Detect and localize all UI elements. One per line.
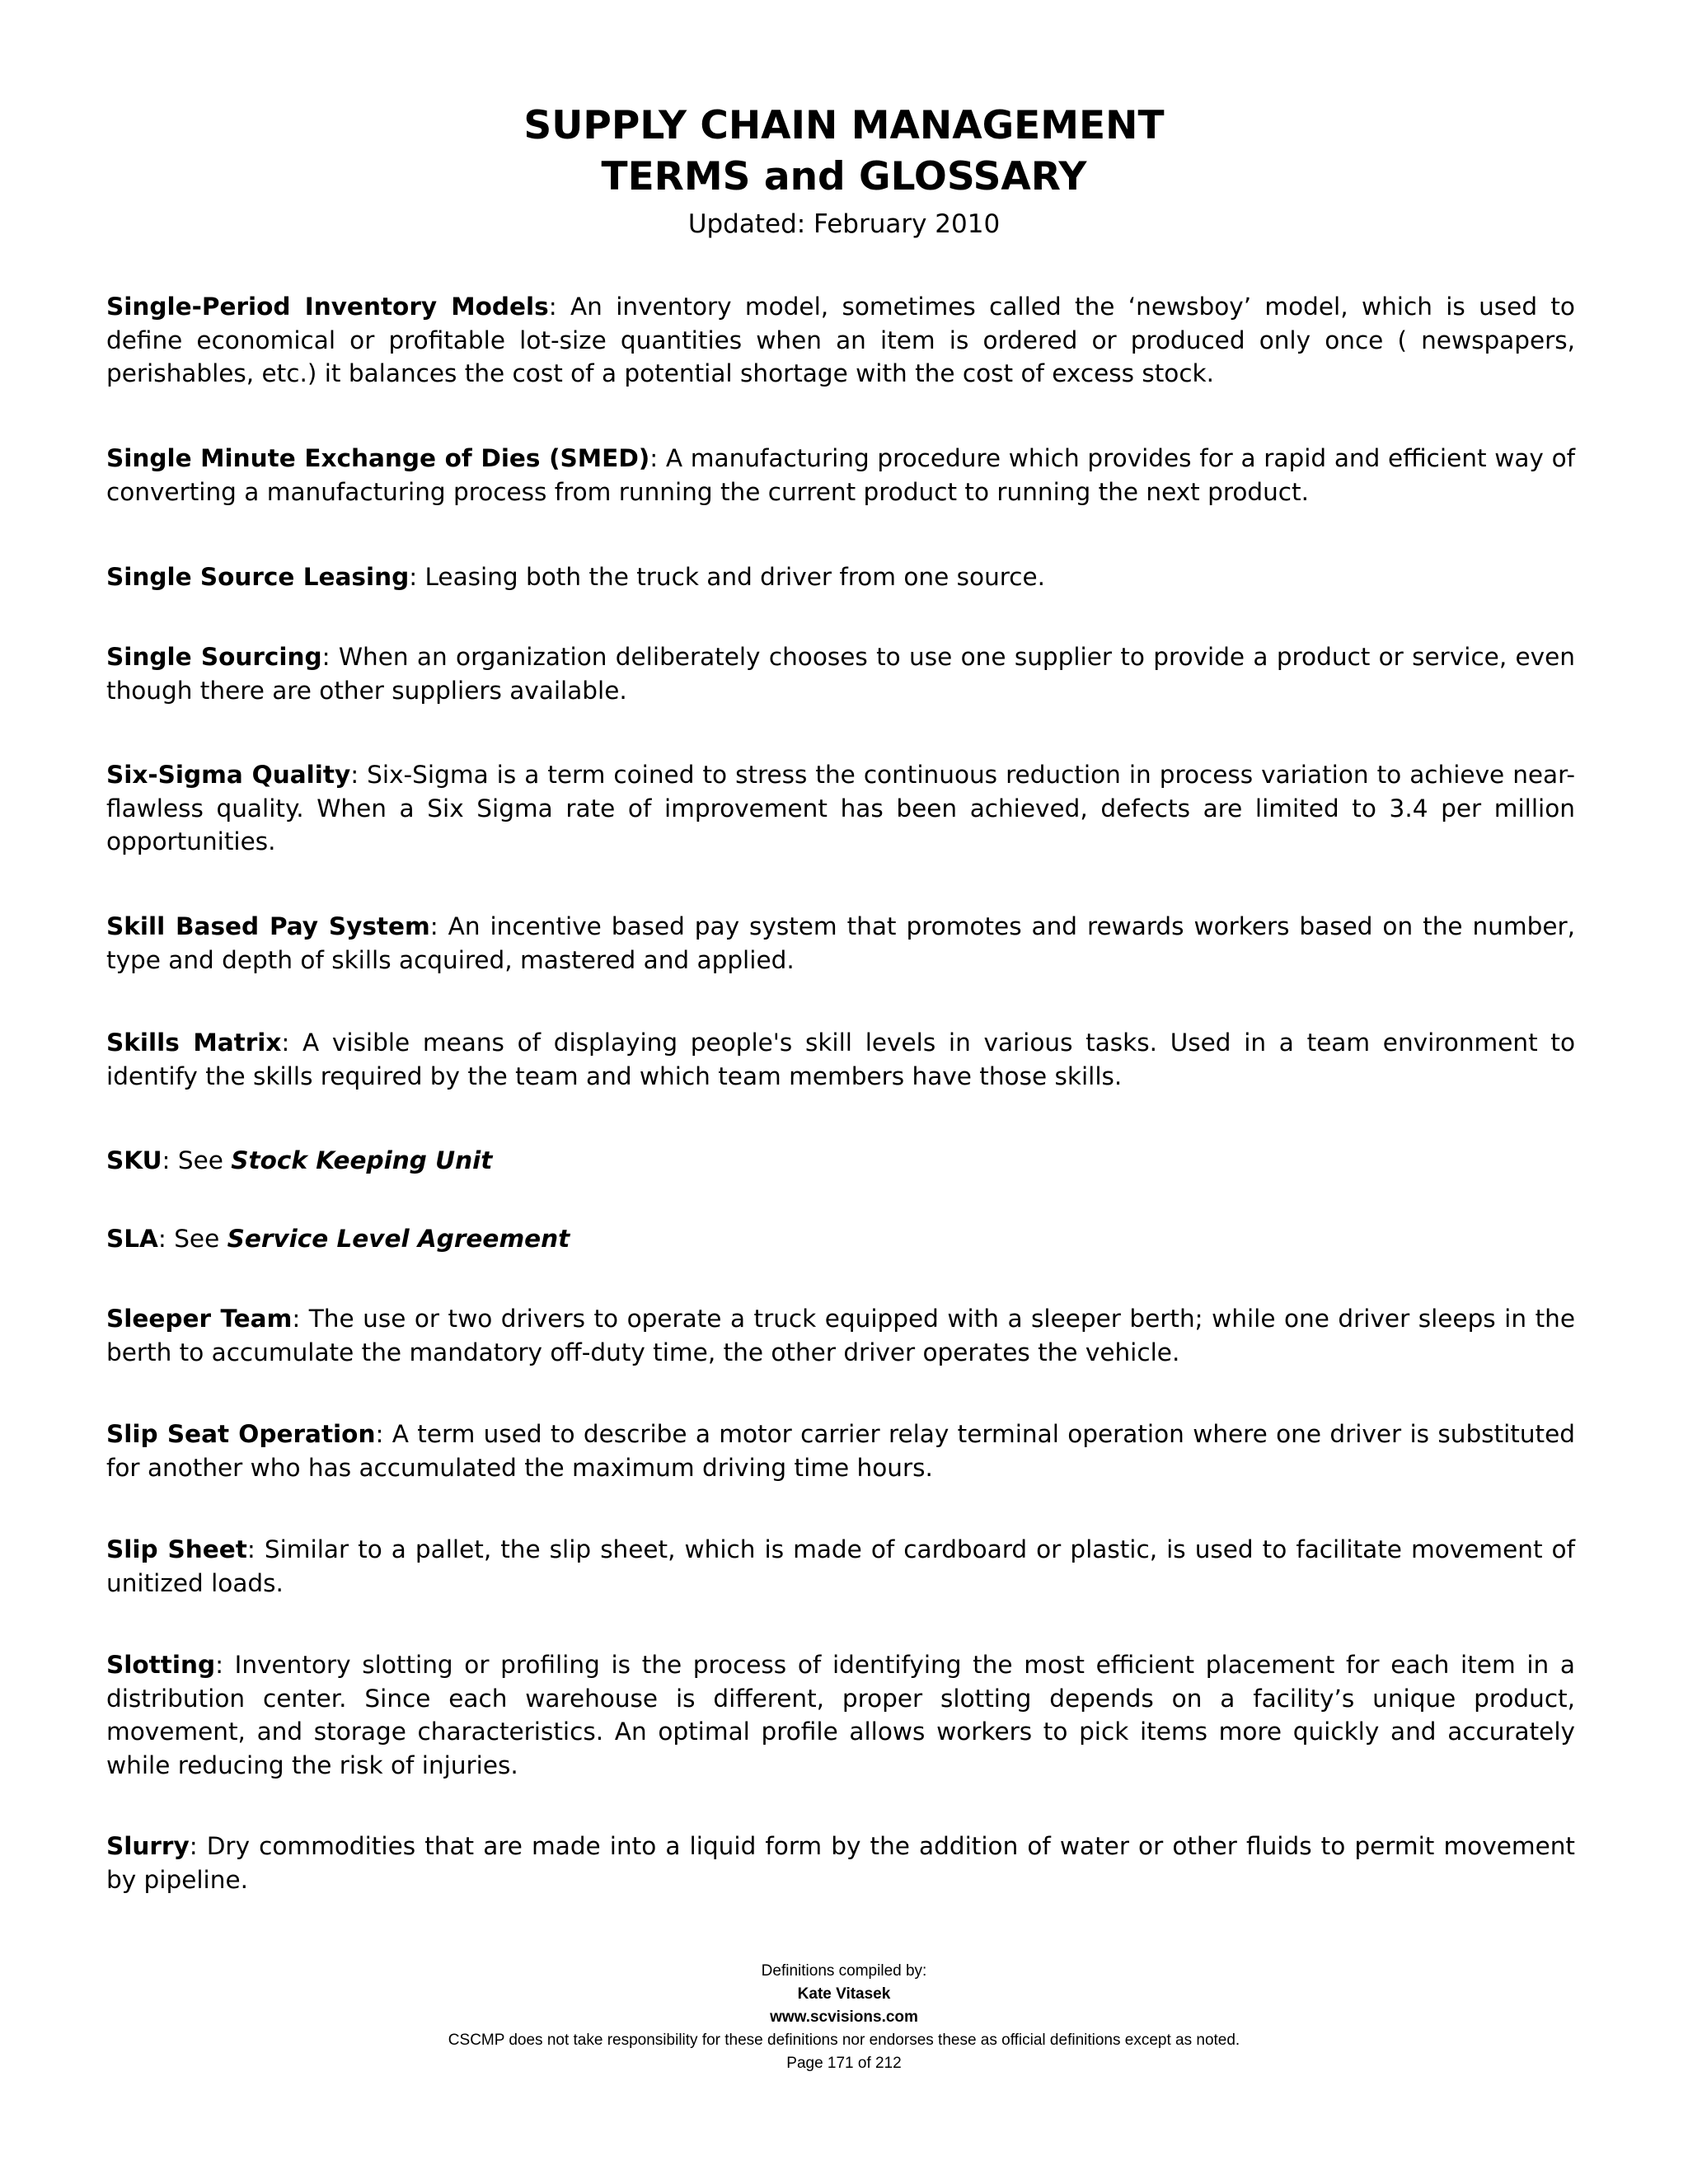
title-line-1: SUPPLY CHAIN MANAGEMENT: [523, 103, 1165, 148]
document-header: [0, 101, 1688, 241]
compiled-by-label: Definitions compiled by:: [761, 1962, 927, 1980]
glossary-entry: [106, 1418, 1575, 1484]
entry-term: Single Sourcing: [106, 643, 322, 671]
entry-term: Slip Seat Operation: [106, 1420, 376, 1448]
glossary-entry: [106, 758, 1575, 859]
website-link[interactable]: www.scvisions.com: [770, 2008, 918, 2026]
glossary-entry: [106, 1144, 1575, 1178]
entry-term: Sleeper Team: [106, 1305, 293, 1333]
entry-definition: : A visible means of displaying people's skill levels in various tasks. Used in a team environment to identify the skills required by the team and which team members have those skills.: [106, 1029, 1575, 1090]
glossary-entry: [106, 290, 1575, 391]
document-footer: [0, 1960, 1688, 2075]
glossary-entry: [106, 1830, 1575, 1896]
entry-term: SLA: [106, 1225, 158, 1253]
entry-term: SKU: [106, 1146, 162, 1174]
glossary-entry: [106, 1302, 1575, 1369]
glossary-entry: [106, 1026, 1575, 1093]
glossary-entry: [106, 1222, 1575, 1256]
see-also-link: Service Level Agreement: [227, 1225, 570, 1253]
entry-term: Slotting: [106, 1651, 216, 1679]
entry-term: Slurry: [106, 1832, 190, 1860]
entry-definition: : When an organization deliberately chooses to use one supplier to provide a product or service, even though there are other suppliers available.: [106, 643, 1575, 705]
entry-definition: : A term used to describe a motor carrier relay terminal operation where one driver is substituted for another who has accumulated the maximum driving time hours.: [106, 1420, 1576, 1482]
glossary-entry: [106, 442, 1575, 509]
glossary-entry: [106, 640, 1575, 707]
entry-definition: : An inventory model, sometimes called the ‘newsboy’ model, which is used to define economical or profitable lot-size quantities when an item is ordered or produced only once ( newspapers, perishables, etc.) it balances the cost of a potential shortage with the cost of excess stock.: [106, 293, 1575, 387]
entry-term: Skills Matrix: [106, 1029, 282, 1057]
glossary-entry: [106, 1648, 1575, 1782]
author-name: Kate Vitasek: [797, 1985, 891, 2003]
entry-definition: : See: [162, 1146, 232, 1174]
entry-term: Skill Based Pay System: [106, 912, 430, 940]
glossary-entry: [106, 1533, 1575, 1600]
entry-definition: : Six-Sigma is a term coined to stress the continuous reduction in process variation to achieve near-flawless quality. When a Six Sigma rate of improvement has been achieved, defects are limited to 3.4 per million opportunities.: [106, 761, 1575, 855]
entry-definition: : The use or two drivers to operate a truck equipped with a sleeper berth; while one driver sleeps in the berth to accumulate the mandatory off-duty time, the other driver operates the vehicle.: [106, 1305, 1575, 1366]
entry-definition: : Similar to a pallet, the slip sheet, which is made of cardboard or plastic, is used to facilitate movement of unitized loads.: [106, 1535, 1575, 1597]
entry-term: Single Source Leasing: [106, 563, 410, 591]
entry-term: Single-Period Inventory Models: [106, 293, 549, 321]
entry-definition: : An incentive based pay system that promotes and rewards workers based on the number, type and depth of skills acquired, mastered and applied.: [106, 912, 1576, 974]
glossary-entry: [106, 560, 1575, 594]
entry-definition: : Inventory slotting or profiling is the process of identifying the most efficient placement for each item in a distribution center. Since each warehouse is different, proper slotting depends on a facility’s unique product, movement, and storage characteristics. An optimal profile allows workers to pick items more quickly and accurately while reducing the risk of injuries.: [106, 1651, 1575, 1779]
entry-definition: : See: [157, 1225, 227, 1253]
entry-definition: : A manufacturing procedure which provides for a rapid and efficient way of converting a manufacturing process from running the current product to running the next product.: [106, 444, 1575, 506]
entry-term: Six-Sigma Quality: [106, 761, 351, 789]
page-number: Page 171 of 212: [786, 2055, 902, 2072]
entry-term: Slip Sheet: [106, 1535, 247, 1563]
title-line-2: TERMS and GLOSSARY: [601, 154, 1087, 199]
glossary-entry: [106, 910, 1575, 977]
see-also-link: Stock Keeping Unit: [231, 1146, 493, 1174]
entry-definition: : Leasing both the truck and driver from one source.: [409, 563, 1045, 591]
entry-term: Single Minute Exchange of Dies (SMED): [106, 444, 650, 472]
disclaimer-text: CSCMP does not take responsibility for these definitions nor endorses these as official definitions except as noted.: [448, 2032, 1240, 2049]
entry-definition: : Dry commodities that are made into a liquid form by the addition of water or other fluids to permit movement by pipeline.: [106, 1832, 1575, 1894]
updated-date: Updated: February 2010: [687, 209, 1001, 239]
